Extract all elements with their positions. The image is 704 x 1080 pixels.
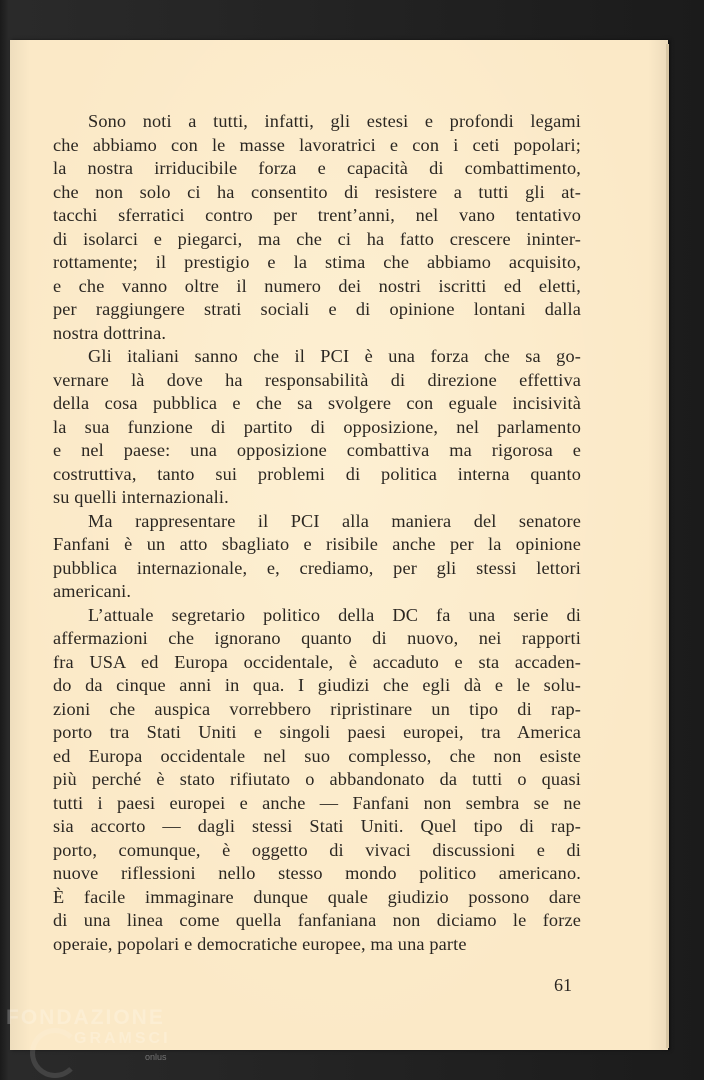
text-line: Sono noti a tutti, infatti, gli estesi e profondi legami [88, 111, 581, 131]
paragraph [53, 110, 581, 345]
text-line: rottamente; il prestigio e la stima che abbiamo acquisito, [53, 252, 581, 272]
text-line: porto tra Stati Uniti e singoli paesi europei, tra America [53, 722, 581, 742]
text-line: della cosa pubblica e che sa svolgere con eguale incisività [53, 393, 581, 413]
text-line: operaie, popolari e democratiche europee, ma una parte [53, 933, 467, 954]
text-line: su quelli internazionali. [53, 487, 229, 507]
text-line: nostra dottrina. [53, 322, 167, 343]
text-line: pubblica internazionale, e, crediamo, per gli stessi lettori [53, 557, 581, 578]
text-line: L’attuale segretario politico della DC fa una serie di [88, 604, 581, 625]
text-line: ed Europa occidentale nel suo complesso, che non esiste [53, 745, 581, 766]
text-line: americani. [53, 581, 132, 601]
text-line: Ma rappresentare il PCI alla maniera del senatore [88, 510, 581, 531]
text-line: costruttiva, tanto sui problemi di politica interna quanto [53, 463, 581, 484]
text-line: di isolarci e piegarci, ma che ci ha fatto crescere ininter- [53, 228, 581, 249]
paragraph [53, 604, 581, 957]
text-line: sia accorto — dagli stessi Stati Uniti. Quel tipo di rap- [53, 816, 581, 836]
watermark-logo [0, 1000, 200, 1080]
paragraph [53, 345, 581, 510]
page-number: 61 [554, 975, 572, 995]
body-text [53, 110, 581, 956]
text-line: per raggiungere strati sociali e di opinione lontani dalla [53, 299, 581, 319]
text-line: Gli italiani sanno che il PCI è una forza che sa go- [88, 346, 581, 366]
paragraph [53, 510, 581, 604]
text-line: e nel paese: una opposizione combattiva ma rigorosa e [53, 440, 581, 460]
text-line: affermazioni che ignorano quanto di nuovo, nei rapporti [53, 628, 581, 648]
text-line: vernare là dove ha responsabilità di direzione effettiva [53, 369, 581, 390]
book-page [10, 40, 668, 1050]
text-line: fra USA ed Europa occidentale, è accaduto e sta accaden- [53, 651, 581, 672]
watermark-line1: FONDAZIONE [6, 1006, 165, 1029]
watermark-line3: onlus [145, 1052, 167, 1062]
text-line: tutti i paesi europei e anche — Fanfani non sembra se ne [53, 792, 581, 813]
watermark-ring-icon [30, 1028, 80, 1078]
text-line: do da cinque anni in qua. I giudizi che egli dà e le solu- [53, 675, 581, 695]
text-line: Fanfani è un atto sbagliato e risibile anche per la opinione [53, 534, 581, 554]
text-line: e che vanno oltre il numero dei nostri iscritti ed eletti, [53, 275, 581, 296]
text-line: più perché è stato rifiutato o abbandonato da tutti o quasi [53, 769, 581, 789]
text-line: la sua funzione di partito di opposizione, nel parlamento [53, 416, 581, 437]
text-line: che non solo ci ha consentito di resistere a tutti gli at- [53, 181, 581, 202]
text-line: È facile immaginare dunque quale giudizio possono dare [53, 886, 581, 907]
text-line: la nostra irriducibile forza e capacità di combattimento, [53, 158, 581, 178]
text-line: nuove riflessioni nello stesso mondo politico americano. [53, 863, 581, 883]
text-line: zioni che auspica vorrebbero ripristinare un tipo di rap- [53, 698, 581, 719]
text-line: che abbiamo con le masse lavoratrici e con i ceti popolari; [53, 134, 581, 155]
page-edge [666, 44, 669, 1048]
text-line: di una linea come quella fanfaniana non diciamo le forze [53, 910, 581, 930]
text-line: tacchi sferratici contro per trent’anni, nel vano tentativo [53, 205, 581, 225]
text-line: porto, comunque, è oggetto di vivaci discussioni e di [53, 839, 581, 860]
watermark-line2: GRAMSCI [74, 1030, 171, 1047]
